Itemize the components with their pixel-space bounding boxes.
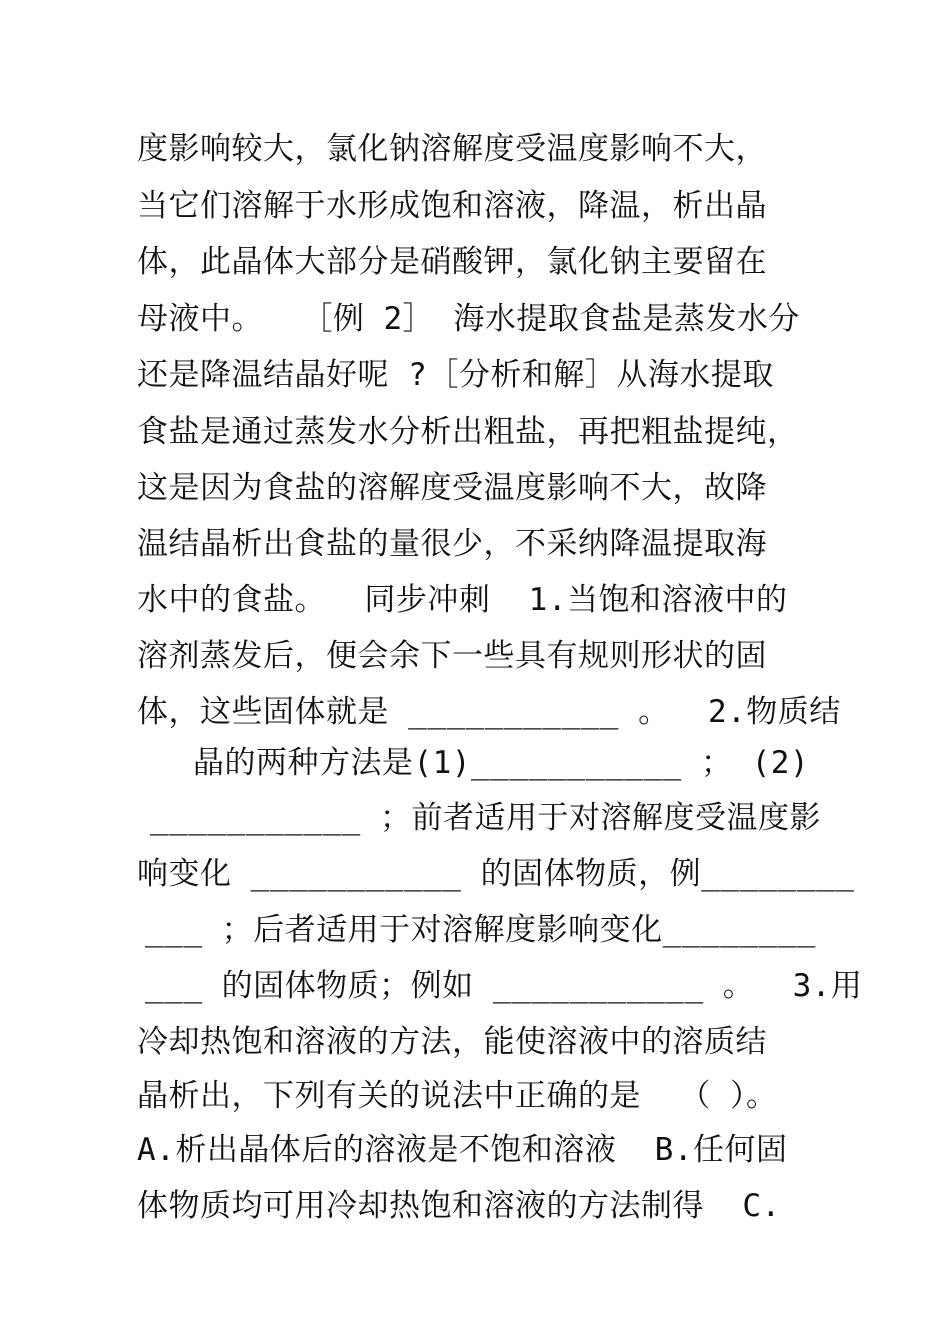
text-line: ___________ ；前者适用于对溶解度受温度影 [150, 800, 821, 836]
text-line: 还是降温结晶好呢 ?［分析和解］从海水提取 [137, 357, 774, 393]
text-line: 这是因为食盐的溶解度受温度影响不大，故降 [137, 470, 767, 506]
text-line: 体，这些固体就是 ___________ 。 2.物质结 [137, 694, 841, 730]
text-line: 晶的两种方法是(1)___________ ； (2) [193, 745, 810, 781]
text-line: 度影响较大，氯化钠溶解度受温度影响不大， [137, 131, 767, 167]
text-line: 溶剂蒸发后，便会余下一些具有规则形状的固 [137, 638, 767, 674]
text-line: 当它们溶解于水形成饱和溶液，降温，析出晶 [137, 188, 767, 224]
text-line: 响变化 ___________ 的固体物质，例________ [137, 856, 855, 892]
text-line: 温结晶析出食盐的量很少，不采纳降温提取海 [137, 526, 767, 562]
text-line: 母液中。 ［例 2］ 海水提取食盐是蒸发水分 [137, 301, 800, 337]
text-line: 体物质均可用冷却热饱和溶液的方法制得 C. [137, 1188, 781, 1224]
text-line: A.析出晶体后的溶液是不饱和溶液 B.任何固 [137, 1132, 788, 1168]
text-line: 食盐是通过蒸发水分析出粗盐，再把粗盐提纯， [137, 414, 799, 450]
text-line: 晶析出，下列有关的说法中正确的是 （ ）。 [137, 1078, 778, 1114]
text-line: 水中的食盐。 同步冲刺 1.当饱和溶液中的 [137, 582, 788, 618]
text-line: ___ ；后者适用于对溶解度影响变化________ [145, 912, 816, 948]
text-line: 冷却热饱和溶液的方法，能使溶液中的溶质结 [137, 1024, 767, 1060]
text-line: 体，此晶体大部分是硝酸钾，氯化钠主要留在 [137, 244, 767, 280]
text-line: ___ 的固体物质；例如 ___________ 。 3.用 [145, 968, 863, 1004]
